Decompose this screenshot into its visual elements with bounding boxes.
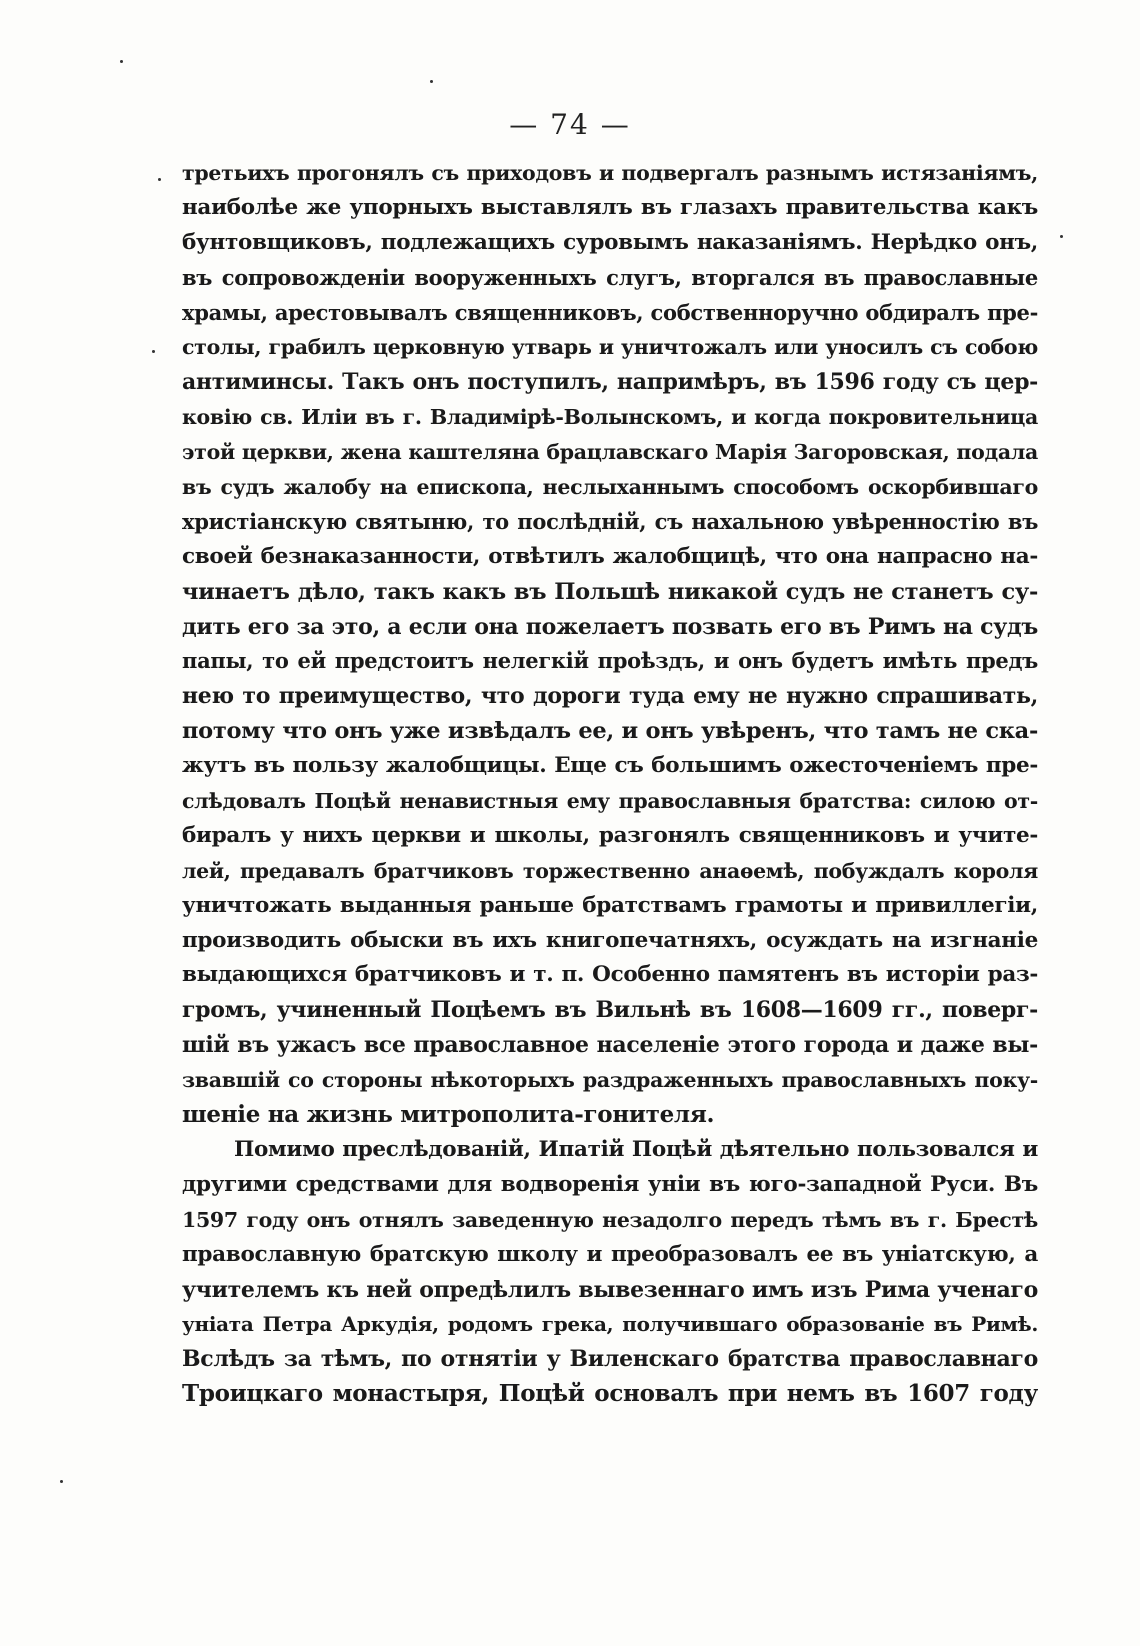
scan-speck [158, 178, 161, 181]
text-line: другими средствами для водворенія уніи въ юго-западной Руси. Въ [182, 1171, 1038, 1197]
text-line: уніата Петра Аркудія, родомъ грека, получившаго образованіе въ Римѣ. [182, 1312, 1038, 1337]
scan-speck [1060, 235, 1063, 238]
text-line: громъ, учиненный Поцѣемъ въ Вильнѣ въ 1608—1609 гг., поверг- [182, 997, 1038, 1024]
text-line: столы, грабилъ церковную утварь и уничтожалъ или уносилъ съ собою [182, 335, 1038, 360]
text-line: шій въ ужасъ все православное населеніе этого города и даже вы- [182, 1032, 1038, 1059]
scan-speck [152, 350, 155, 353]
text-line: шеніе на жизнь митрополита-гонителя. [182, 1101, 715, 1129]
text-line: лей, предавалъ братчиковъ торжественно анаѳемѣ, побуждалъ короля [182, 858, 1038, 883]
text-line: наиболѣе же упорныхъ выставлялъ въ глазахъ правительства какъ [182, 194, 1038, 220]
scan-speck [120, 60, 123, 63]
text-line: Помимо преслѣдованій, Ипатій Поцѣй дѣятельно пользовался и [234, 1136, 1038, 1162]
text-line: производить обыски въ ихъ книгопечатняхъ, осуждать на изгнаніе [182, 927, 1038, 953]
text-line: уничтожать выданныя раньше братствамъ грамоты и привиллегіи, [182, 892, 1038, 918]
text-line: папы, то ей предстоитъ нелегкій проѣздъ, и онъ будетъ имѣть предъ [182, 648, 1038, 674]
text-line: потому что онъ уже извѣдалъ ее, и онъ увѣренъ, что тамъ не ска- [182, 718, 1038, 745]
text-line: биралъ у нихъ церкви и школы, разгонялъ священниковъ и учите- [182, 822, 1038, 848]
text-line: въ судъ жалобу на епископа, неслыханнымъ способомъ оскорбившаго [182, 475, 1038, 500]
text-line: храмы, арестовывалъ священниковъ, собственноручно обдиралъ пре- [182, 299, 1038, 325]
scan-speck [430, 80, 433, 83]
text-line: этой церкви, жена каштеляна брацлавскаго Марія Загоровская, подала [182, 440, 1038, 465]
text-line: слѣдовалъ Поцѣй ненавистныя ему православныя братства: силою от- [182, 789, 1038, 814]
page-number: — 74 — [509, 108, 631, 141]
text-line: чинаетъ дѣло, такъ какъ въ Польшѣ никакой судъ не станетъ су- [182, 578, 1038, 605]
text-line: нею то преимущество, что дороги туда ему не нужно спрашивать, [182, 683, 1038, 710]
text-line: въ сопровожденіи вооруженныхъ слугъ, вторгался въ православные [182, 264, 1038, 290]
text-line: звавшій со стороны нѣкоторыхъ раздраженныхъ православныхъ поку- [182, 1068, 1038, 1093]
text-line: христіанскую святыню, то послѣдній, съ нахальною увѣренностію въ [182, 508, 1038, 534]
text-line: учителемъ къ ней опредѣлилъ вывезеннаго имъ изъ Рима ученаго [182, 1276, 1038, 1303]
text-line: ковію св. Иліи въ г. Владимірѣ-Волынскомъ, и когда покровительница [182, 405, 1038, 430]
text-line: православную братскую школу и преобразовалъ ее въ уніатскую, а [182, 1241, 1038, 1267]
body-text [182, 156, 1038, 1412]
text-line: третьихъ прогонялъ съ приходовъ и подвергалъ разнымъ истязаніямъ, [182, 161, 1038, 185]
text-line: жутъ въ пользу жалобщицы. Еще съ большимъ ожесточеніемъ пре- [182, 753, 1038, 779]
text-line: своей безнаказанности, отвѣтилъ жалобщицѣ, что она напрасно на- [182, 543, 1038, 569]
text-line: 1597 году онъ отнялъ заведенную незадолго передъ тѣмъ въ г. Брестѣ [182, 1207, 1038, 1232]
scan-speck [60, 1480, 63, 1483]
text-line: дить его за это, а если она пожелаетъ позвать его въ Римъ на судъ [182, 613, 1038, 640]
text-line: Троицкаго монастыря, Поцѣй основалъ при немъ въ 1607 году [182, 1380, 1038, 1408]
text-line: бунтовщиковъ, подлежащихъ суровымъ наказаніямъ. Нерѣдко онъ, [182, 229, 1038, 255]
text-line: антиминсы. Такъ онъ поступилъ, напримѣръ, въ 1596 году съ цер- [182, 369, 1038, 396]
text-line: Вслѣдъ за тѣмъ, по отнятіи у Виленскаго братства православнаго [182, 1346, 1038, 1373]
text-line: выдающихся братчиковъ и т. п. Особенно памятенъ въ исторіи раз- [182, 962, 1038, 988]
